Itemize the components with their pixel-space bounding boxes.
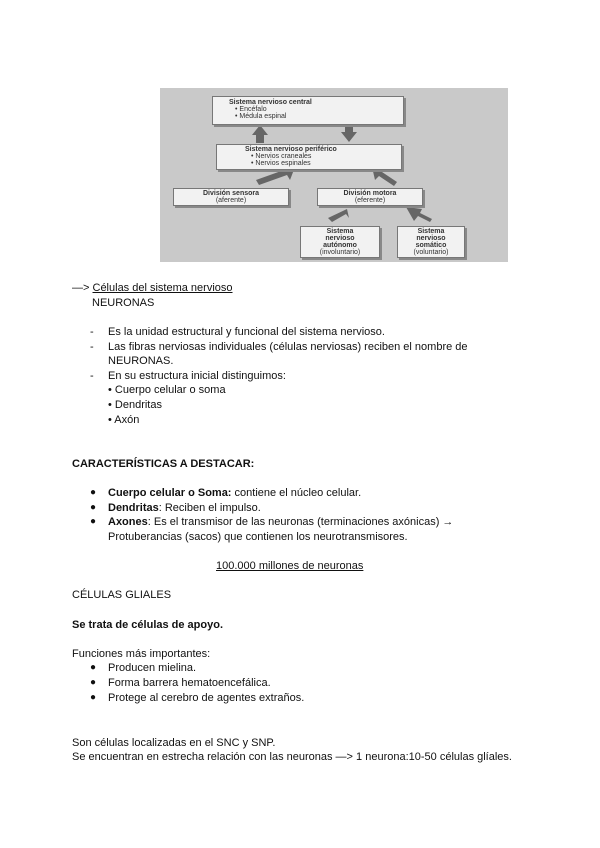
function-item: Protege al cerebro de agentes extraños.: [108, 692, 305, 704]
autonomic-line: (involuntario): [319, 249, 361, 256]
dash-marker: -: [90, 326, 94, 338]
structure-item: • Cuerpo celular o soma: [108, 384, 226, 396]
section-title-line: [72, 282, 233, 294]
glial-support: Se trata de células de apoyo.: [72, 619, 224, 631]
sensory-title: División sensora: [202, 190, 260, 197]
bullet-marker: ●: [90, 692, 97, 703]
feature-term: Dendritas: [108, 502, 159, 514]
motor-sub: (eferente): [354, 197, 386, 204]
bullet-marker: ●: [90, 662, 97, 673]
feature-text: : Es el transmisor de las neuronas (terminaciones axónicas) →: [147, 516, 454, 528]
bullet-marker: ●: [90, 677, 97, 688]
feature-text: contiene el núcleo celular.: [231, 487, 362, 499]
function-item: Forma barrera hematoencefálica.: [108, 677, 271, 689]
neuron-point: En su estructura inicial distinguimos:: [108, 370, 286, 382]
arrow-down: [341, 124, 357, 142]
bullet-marker: ●: [90, 516, 97, 527]
neurons-heading: NEURONAS: [92, 297, 155, 309]
structure-item: • Axón: [108, 414, 140, 426]
autonomic-line: autónomo: [323, 242, 357, 249]
autonomic-system-box: [300, 226, 380, 258]
structure-item: • Dendritas: [108, 399, 162, 411]
axon-continuation: Protuberancias (sacos) que contienen los neurotransmisores.: [108, 531, 408, 543]
somatic-line: Sistema: [417, 228, 445, 235]
bullet-marker: ●: [90, 487, 97, 498]
feature-item: [108, 487, 361, 499]
feature-item: [108, 502, 261, 514]
arrow-to-autonomic: [328, 209, 349, 222]
peripheral-title: Sistema nervioso periférico: [245, 146, 337, 153]
relation-line: Se encuentran en estrecha relación con las neuronas —> 1 neurona:10-50 células glíales.: [72, 751, 512, 763]
neuron-count: 100.000 millones de neuronas: [216, 560, 364, 572]
autonomic-line: nervioso: [325, 235, 355, 242]
feature-term: Axones: [108, 516, 148, 528]
central-title: Sistema nervioso central: [229, 99, 312, 106]
sensory-division-box: [173, 188, 289, 206]
arrow-prefix: —>: [72, 282, 90, 294]
motor-division-box: [317, 188, 423, 206]
functions-heading: Funciones más importantes:: [72, 648, 211, 660]
glial-heading: CÉLULAS GLIALES: [72, 589, 172, 601]
somatic-line: nervioso: [416, 235, 446, 242]
neuron-point: Es la unidad estructural y funcional del sistema nervioso.: [108, 326, 385, 338]
feature-text: : Reciben el impulso.: [158, 502, 261, 514]
feature-item: [108, 516, 453, 528]
dash-marker: -: [90, 370, 94, 382]
autonomic-line: Sistema: [326, 228, 354, 235]
dash-marker: -: [90, 341, 94, 353]
arrow-up: [252, 125, 268, 143]
peripheral-nervous-system-box: [216, 144, 402, 170]
motor-title: División motora: [343, 190, 397, 197]
central-item: • Médula espinal: [235, 113, 287, 120]
somatic-line: somático: [415, 242, 447, 249]
somatic-system-box: [397, 226, 465, 258]
location-line: Son células localizadas en el SNC y SNP.: [72, 737, 276, 749]
peripheral-item: • Nervios espinales: [251, 160, 311, 167]
sensory-sub: (aferente): [215, 197, 247, 204]
feature-term: Cuerpo celular o Soma:: [108, 487, 232, 499]
section-title: Células del sistema nervioso: [92, 282, 233, 294]
features-heading: CARACTERÍSTICAS A DESTACAR:: [72, 458, 255, 470]
somatic-line: (voluntario): [413, 249, 449, 256]
central-nervous-system-box: [212, 96, 404, 125]
bullet-marker: ●: [90, 502, 97, 513]
neuron-point: Las fibras nerviosas individuales (células nerviosas) reciben el nombre de: [108, 341, 468, 353]
neuron-point: NEURONAS.: [108, 355, 174, 367]
central-item: • Encéfalo: [235, 106, 267, 113]
function-item: Producen mielina.: [108, 662, 197, 674]
nervous-system-diagram: [160, 88, 508, 262]
arrow-to-somatic: [406, 207, 432, 222]
peripheral-item: • Nervios craneales: [251, 153, 312, 160]
